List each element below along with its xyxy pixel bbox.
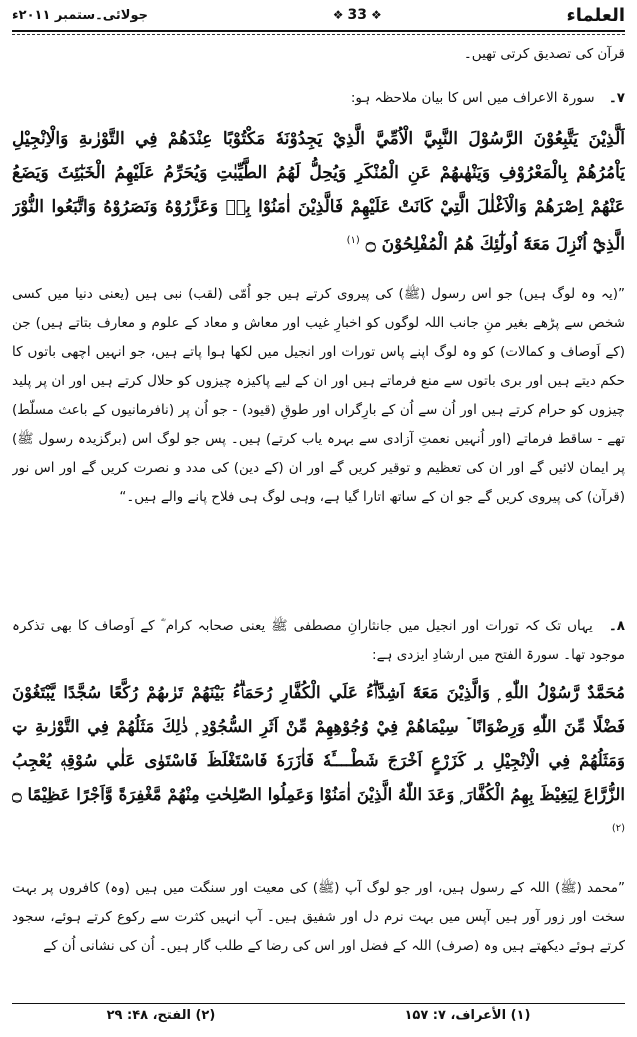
page-header <box>12 0 625 30</box>
item-number: ۷۔ <box>608 90 625 106</box>
page-number <box>333 7 382 23</box>
paragraph-8-text: یہاں تک کہ تورات اور انجیل میں جانثارانِ مصطفی ﷺ یعنی صحابہ کرام ؓ کے اَوصاف کا بھی تذکرہ موجود تھا۔ سورۃ الفتح میں ارشادِ ایزدی ہے: <box>12 618 625 663</box>
footnote-ref: (۱) <box>346 235 360 246</box>
footnotes <box>12 1008 625 1023</box>
ornament-icon: ❖ <box>332 8 344 22</box>
paragraph-8 <box>12 612 625 672</box>
paragraph-7-text: سورۃ الاعراف میں اس کا بیان ملاحظہ ہو: <box>350 90 595 106</box>
item-number: ۸۔ <box>608 618 625 634</box>
translation-araf: ”(یہ وہ لوگ ہیں) جو اس رسول (ﷺ) کی پیروی کرتے ہیں جو اُمّی (لقب) نبی ہیں (یعنی دنیا میں کسی شخص سے پڑھے بغیر منِ جانب اللہ لوگوں کو اخبارِ غیب اور معاش و معاد کے علوم و معارف بتاتے ہیں) جن (کے اَوصاف و کمالات) کو وہ لوگ اپنے پاس تورات اور انجیل میں لکھا ہوا پاتے ہیں، جو انہیں اچھی باتوں کا حکم دیتے ہیں اور بری باتوں سے منع فرماتے ہیں اور ان کے لیے پاکیزہ چیزوں کو حلال کرتے ہیں اور ان پر پلید چیزوں کو حرام کرتے ہیں اور اُن سے اُن کے بارِگراں اور طوقِ (قیود) - جو اُن پر (نافرمانیوں کے باعث مسلّط) تھے - ساقط فرماتے (اور اُنہیں نعمتِ آزادی سے بہرہ یاب کرتے) ہیں۔ پس جو لوگ اس (برگزیدہ رسول ﷺ) پر ایمان لائیں گے اور ان کی تعظیم و توقیر کریں گے اور ان (کے دین) کی مدد و نصرت کریں گے اور اس نور (قرآن) کی پیروی کریں گے جو ان کے ساتھ اتارا گیا ہے، وہی لوگ ہی فلاح پانے والے ہیں۔“ <box>12 286 625 505</box>
ornament-icon: ❖ <box>371 8 382 22</box>
footnote-rule <box>12 1003 625 1004</box>
journal-title: العلماء <box>566 4 625 26</box>
page-number-value: 33 <box>347 7 367 23</box>
quran-verse-fath <box>12 676 625 848</box>
paragraph-7 <box>12 84 625 113</box>
translation-fath: ”محمد (ﷺ) اللہ کے رسول ہیں، اور جو لوگ آپ (ﷺ) کی معیت اور سنگت میں ہیں (وہ) کافروں پر بہت سخت اور زور آور ہیں آپس میں بہت نرم دل اور شفیق ہیں۔ آپ انہیں کثرت سے رکوع کرتے ہوئے، سجود کرتے ہوئے دیکھتے ہیں وہ (صرف) اللہ کے فضل اور اس کی رضا کے طلب گار ہیں۔ اُن کی نشانی اُن کے <box>12 880 625 954</box>
quran-verse-araf <box>12 122 625 268</box>
header-rule <box>12 30 625 32</box>
header-rule-dashed <box>12 34 625 35</box>
footnote-ref: (۲) <box>611 823 625 834</box>
verse-text: مُحَمَّدٌ رَّسُوْلُ اللّٰهِ ۭ وَالَّذِيْنَ مَعَهٗٓ اَشِدَّاۗءُ عَلَي الْكُفَّارِ رُحَمَاۗءُ بَيْنَهُمْ تَرٰىهُمْ رُكَّعًا سُجَّدًا يَّبْتَغُوْنَ فَضْلًا مِّنَ اللّٰهِ وَرِضْوَانًا ۡ سِيْمَاهُمْ فِيْ وُجُوْهِهِمْ مِّنْ اَثَرِ السُّجُوْدِ ۭ ذٰلِكَ مَثَلُهُمْ فِي التَّوْرٰىةِ ټ وَمَثَلُهُمْ فِي الْاِنْجِيْلِ ڔ كَزَرْعٍ اَخْرَجَ شَطْــــَٔهٗ فَاٰزَرَهٗ فَاسْتَغْلَظَ فَاسْتَوٰى عَلٰي سُوْقِهٖ يُعْجِبُ الزُّرَّاعَ لِيَغِيْظَ بِهِمُ الْكُفَّارَ ۭ وَعَدَ اللّٰهُ الَّذِيْنَ اٰمَنُوْا وَعَمِلُوا الصّٰلِحٰتِ مِنْهُمْ مَّغْفِرَةً وَّاَجْرًا عَظِيْمًا ۝ <box>12 683 625 804</box>
verse-text: اَلَّذِيْنَ يَتَّبِعُوْنَ الرَّسُوْلَ النَّبِيَّ الْاُمِّيَّ الَّذِيْ يَجِدُوْنَهٗ مَكْتُوْبًا عِنْدَهُمْ فِي التَّوْرٰىةِ وَالْاِنْجِيْلِ يَاْمُرُهُمْ بِالْمَعْرُوْفِ وَيَنْهٰىهُمْ عَنِ الْمُنْكَرِ وَيُحِلُّ لَهُمُ الطَّيِّبٰتِ وَيُحَرِّمُ عَلَيْهِمُ الْخَبٰٓئِثَ وَيَضَعُ عَنْهُمْ اِصْرَهُمْ وَالْاَغْلٰلَ الَّتِيْ كَانَتْ عَلَيْهِمْ فَالَّذِيْنَ اٰمَنُوْا بِهٖ وَعَزَّرُوْهُ وَنَصَرُوْهُ وَاتَّبَعُوا النُّوْرَ الَّذِيْٓ اُنْزِلَ مَعَهٗٓ اُولٰٓئِكَ هُمُ الْمُفْلِحُوْنَ ۝ <box>12 129 625 255</box>
issue-date: جولائی۔ستمبر ۲۰۱۱ء <box>12 7 148 23</box>
footnote-1: (۱) الأعراف، ۷: ۱۵۷ <box>404 1008 531 1023</box>
paragraph-continuation: قرآن کی تصدیق کرتی تھیں۔ <box>463 46 625 62</box>
footnote-2: (۲) الفتح، ۴۸: ۲۹ <box>106 1008 216 1023</box>
